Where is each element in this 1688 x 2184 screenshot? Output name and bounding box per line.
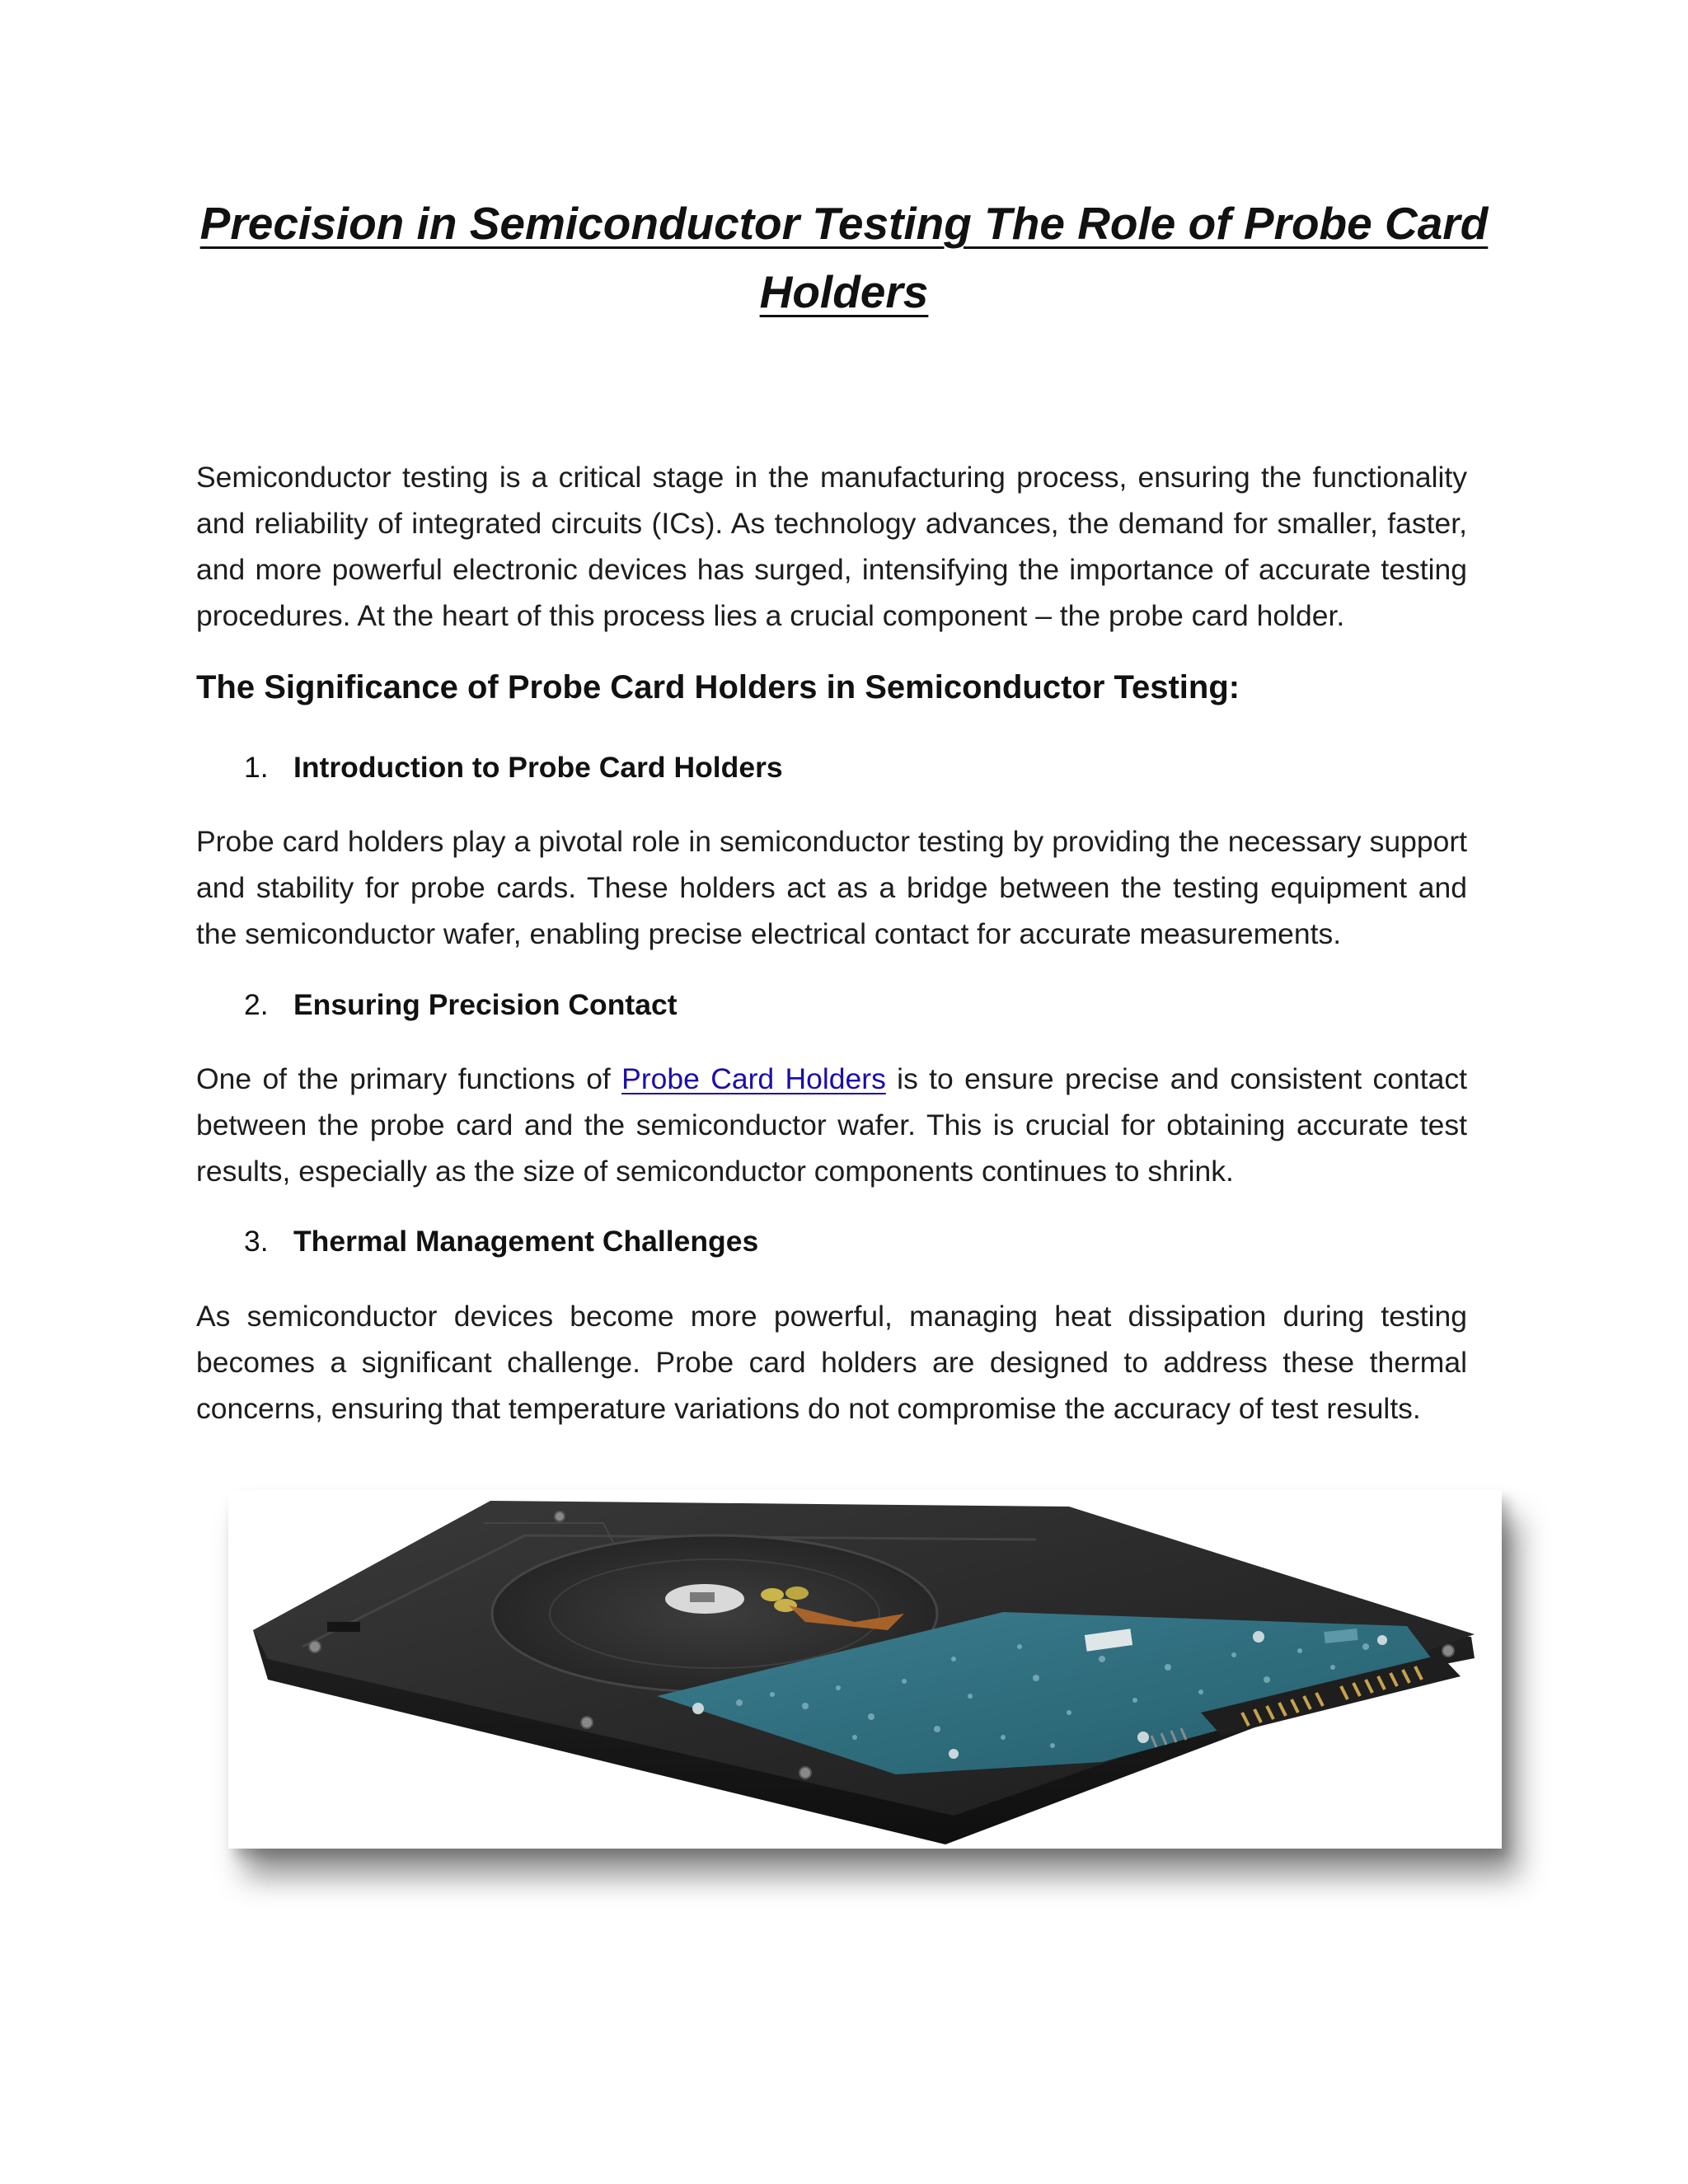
probe-card-holders-link[interactable]: Probe Card Holders	[621, 1062, 886, 1095]
paragraph-thermal-management: As semiconductor devices become more powerful, managing heat dissipation during testing becomes a significant challenge. Probe card holders are designed to address these thermal concerns, ensuring that temperature variations do not compromise the accuracy of test results.	[196, 1300, 1467, 1425]
paragraph-precision-contact	[196, 1056, 1467, 1194]
paragraph-introduction: Probe card holders play a pivotal role in semiconductor testing by providing the necessary support and stability for probe cards. These holders act as a bridge between the testing equipment and the semiconductor wafer, enabling precise electrical contact for accurate measurements.	[196, 825, 1467, 950]
document-title: Precision in Semiconductor Testing The Role of Probe Card Holders	[199, 198, 1489, 317]
paragraph-text-after-link: is to ensure precise and consistent contact between the probe card and the semiconductor wafer. This is crucial for obtaining accurate test results, especially as the size of semiconductor components continues to shrink.	[196, 1062, 1467, 1188]
hard-drive-illustration	[228, 1490, 1502, 1849]
intro-paragraph: Semiconductor testing is a critical stage in the manufacturing process, ensuring the functionality and reliability of integrated circuits (ICs). As technology advances, the demand for smaller, faster, and more powerful electronic devices has surged, intensifying the importance of accurate testing procedures. At the heart of this process lies a crucial component – the probe card holder.	[196, 461, 1467, 632]
list-item-2	[244, 982, 1398, 1028]
list-number: 3.	[244, 1225, 269, 1258]
list-number: 1.	[244, 751, 269, 784]
list-item-3	[244, 1218, 1398, 1264]
hard-drive-image	[228, 1490, 1502, 1849]
list-item-heading: Ensuring Precision Contact	[293, 988, 678, 1021]
list-number: 2.	[244, 988, 269, 1021]
list-item-heading: Introduction to Probe Card Holders	[293, 751, 783, 784]
list-item-heading: Thermal Management Challenges	[293, 1225, 759, 1258]
paragraph-text-before-link: One of the primary functions of	[196, 1062, 622, 1095]
list-item-1	[244, 744, 1398, 790]
section-heading: The Significance of Probe Card Holders in Semiconductor Testing:	[196, 669, 1240, 705]
